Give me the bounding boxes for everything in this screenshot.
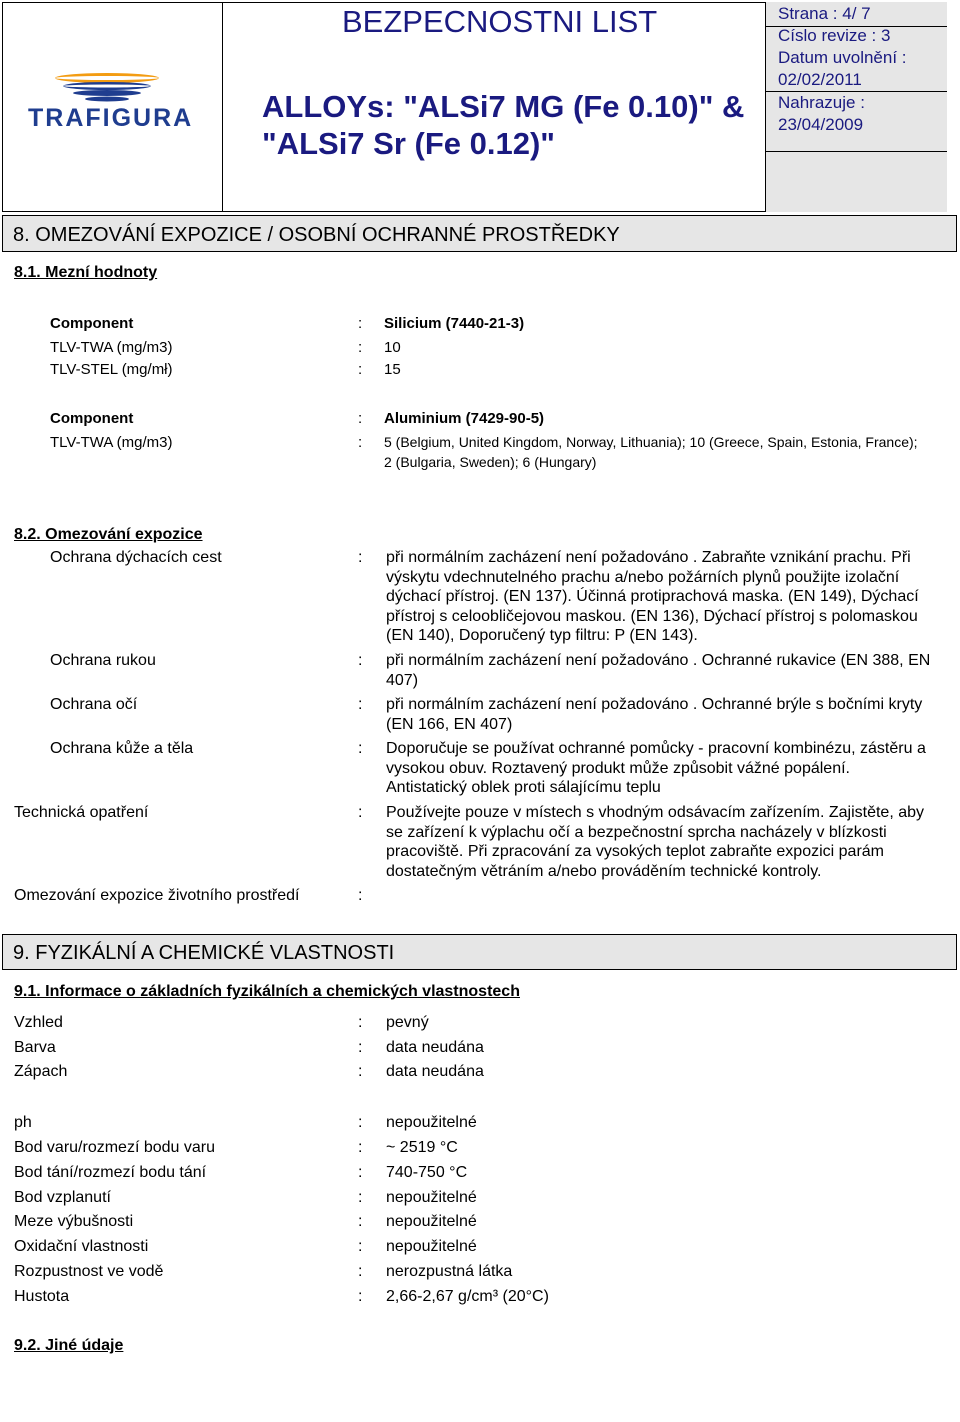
respiratory-protection-value: [386, 548, 956, 646]
release-date: 02/02/2011: [778, 70, 862, 89]
text-line: přístroj s celoobličejovou maskou. (EN 136), Dýchací přístroj s polomaskou: [386, 607, 918, 625]
text-line: při normálním zacházení není požadováno . Zabraňte vznikání prachu. Při: [386, 549, 911, 566]
text-line: při normálním zacházení není požadováno . Ochranné rukavice (EN 388, EN: [386, 652, 931, 669]
property-label: Barva: [14, 1039, 56, 1056]
property-value: ~ 2519 °C: [386, 1139, 458, 1156]
component-1-label: Component: [50, 315, 134, 332]
property-label: Bod tání/rozmezí bodu tání: [14, 1164, 207, 1181]
property-label: ph: [14, 1114, 32, 1131]
text-line: Používejte pouze v místech s vhodným odsávacím zařízením. Zajistěte, aby: [386, 804, 925, 821]
colon: :: [358, 1263, 363, 1280]
text-line: dýchací přístroj. (EN 137). Účinná protiprachová maska. (EN 149), Dýchací: [386, 588, 919, 605]
colon: :: [358, 652, 363, 669]
meta-divider: [766, 91, 947, 92]
hand-protection-label: Ochrana rukou: [50, 652, 156, 669]
page-number: Strana : 4/ 7: [778, 4, 871, 23]
property-value: nepoužitelné: [386, 1114, 477, 1131]
text-line: 407): [386, 671, 419, 689]
property-label: Bod vzplanutí: [14, 1189, 111, 1206]
colon: :: [358, 887, 363, 904]
property-label: Vzhled: [14, 1014, 63, 1031]
property-value: 2,66-2,67 g/cm³ (20°C): [386, 1288, 549, 1305]
colon: :: [358, 410, 363, 427]
revision-number: Císlo revize : 3: [778, 26, 891, 45]
stel-1-value: 15: [384, 361, 401, 378]
colon: :: [358, 434, 363, 451]
colon: :: [358, 549, 363, 566]
stel-1-label: TLV-STEL (mg/mł): [50, 361, 173, 378]
colon: :: [358, 1189, 363, 1206]
property-label: Bod varu/rozmezí bodu varu: [14, 1139, 215, 1156]
eye-protection-label: Ochrana očí: [50, 696, 138, 713]
colon: :: [358, 1014, 363, 1031]
technical-measures-value: [386, 803, 956, 881]
section-8-header: [2, 215, 957, 252]
section-9-title: 9. FYZIKÁLNÍ A CHEMICKÉ VLASTNOSTI: [13, 942, 395, 964]
subsection-9-1: 9.1. Informace o základních fyzikálních a chemických vlastnostech: [14, 983, 520, 1000]
replaces-label: Nahrazuje :: [778, 93, 865, 112]
twa-2-value-line-1: 5 (Belgium, United Kingdom, Norway, Lithuania); 10 (Greece, Spain, Estonia, France);: [384, 434, 918, 450]
text-line: Antistatický oblek proti sálajícímu teplu: [386, 779, 661, 796]
text-line: (EN 166, EN 407): [386, 715, 513, 733]
subsection-8-2: 8.2. Omezování expozice: [14, 526, 203, 543]
colon: :: [358, 1238, 363, 1255]
skin-protection-label: Ochrana kůže a těla: [50, 740, 194, 757]
component-2-value: Aluminium (7429-90-5): [384, 410, 545, 427]
colon: :: [358, 315, 363, 332]
product-name: ALLOYs: "ALSi7 MG (Fe 0.10)" & "ALSi7 Sr (Fe 0.12)": [262, 89, 745, 161]
colon: :: [358, 361, 363, 378]
colon: :: [358, 696, 363, 713]
property-value: data neudána: [386, 1039, 484, 1056]
environmental-exposure-label: Omezování expozice životního prostředí: [14, 887, 300, 904]
colon: :: [358, 804, 363, 821]
technical-measures-label: Technická opatření: [14, 804, 149, 821]
text-line: dostatečným větráním a/nebo prováděním technické kontroly.: [386, 862, 822, 880]
colon: :: [358, 740, 363, 757]
text-line: pracoviště. Při zpracování za vysokých teplot zabraňte expozici parám: [386, 843, 885, 860]
skin-protection-value: [386, 739, 956, 798]
component-1-value: Silicium (7440-21-3): [384, 315, 525, 332]
property-value: nepoužitelné: [386, 1238, 477, 1255]
property-value: nepoužitelné: [386, 1189, 477, 1206]
colon: :: [358, 1164, 363, 1181]
property-label: Rozpustnost ve vodě: [14, 1263, 164, 1280]
hand-protection-value: [386, 651, 956, 690]
property-value: nerozpustná látka: [386, 1263, 513, 1280]
eye-protection-value: [386, 695, 956, 734]
text-line: (EN 140), Doporučený typ filtru: P (EN 143).: [386, 627, 698, 644]
colon: :: [358, 339, 363, 356]
text-line: výskytu vdechnutelného prachu a/nebo požárních plynů použijte izolační: [386, 568, 900, 586]
property-value: data neudána: [386, 1063, 484, 1080]
property-label: Hustota: [14, 1288, 70, 1305]
meta-divider: [766, 151, 947, 152]
section-9-header: [2, 934, 957, 970]
twa-2-label: TLV-TWA (mg/m3): [50, 434, 173, 451]
document-title: BEZPECNOSTNI LIST: [342, 4, 658, 39]
text-line: při normálním zacházení není požadováno . Ochranné brýle s bočními kryty: [386, 696, 923, 713]
colon: :: [358, 1039, 363, 1056]
property-value: pevný: [386, 1014, 429, 1031]
component-2-label: Component: [50, 410, 134, 427]
logo-text: TRAFIGURA: [28, 104, 194, 132]
property-value: 740-750 °C: [386, 1164, 468, 1181]
respiratory-protection-label: Ochrana dýchacích cest: [50, 549, 222, 566]
text-line: se zařízení k výplachu očí a bezpečnostní sprcha nacházely v blízkosti: [386, 823, 887, 841]
logo-cell: [2, 2, 223, 212]
text-line: Doporučuje se používat ochranné pomůcky - pracovní kombinézu, zástěru a: [386, 740, 926, 757]
property-label: Meze výbušnosti: [14, 1213, 134, 1230]
twa-1-label: TLV-TWA (mg/m3): [50, 339, 173, 356]
release-label: Datum uvolnění :: [778, 48, 907, 67]
twa-1-value: 10: [384, 339, 401, 356]
property-label: Zápach: [14, 1063, 68, 1080]
twa-2-value-line-2: 2 (Bulgaria, Sweden); 6 (Hungary): [384, 454, 597, 470]
property-value: nepoužitelné: [386, 1213, 477, 1230]
colon: :: [358, 1139, 363, 1156]
replaces-date: 23/04/2009: [778, 115, 864, 134]
colon: :: [358, 1213, 363, 1230]
colon: :: [358, 1063, 363, 1080]
colon: :: [358, 1288, 363, 1305]
property-label: Oxidační vlastnosti: [14, 1238, 149, 1255]
section-8-title: 8. OMEZOVÁNÍ EXPOZICE / OSOBNÍ OCHRANNÉ PROSTŘEDKY: [13, 224, 620, 246]
text-line: vysokou obuv. Roztavený produkt může způsobit vážné popálení.: [386, 759, 850, 777]
subsection-9-2: 9.2. Jiné údaje: [14, 1337, 124, 1354]
colon: :: [358, 1114, 363, 1131]
subsection-8-1: 8.1. Mezní hodnoty: [14, 264, 158, 281]
